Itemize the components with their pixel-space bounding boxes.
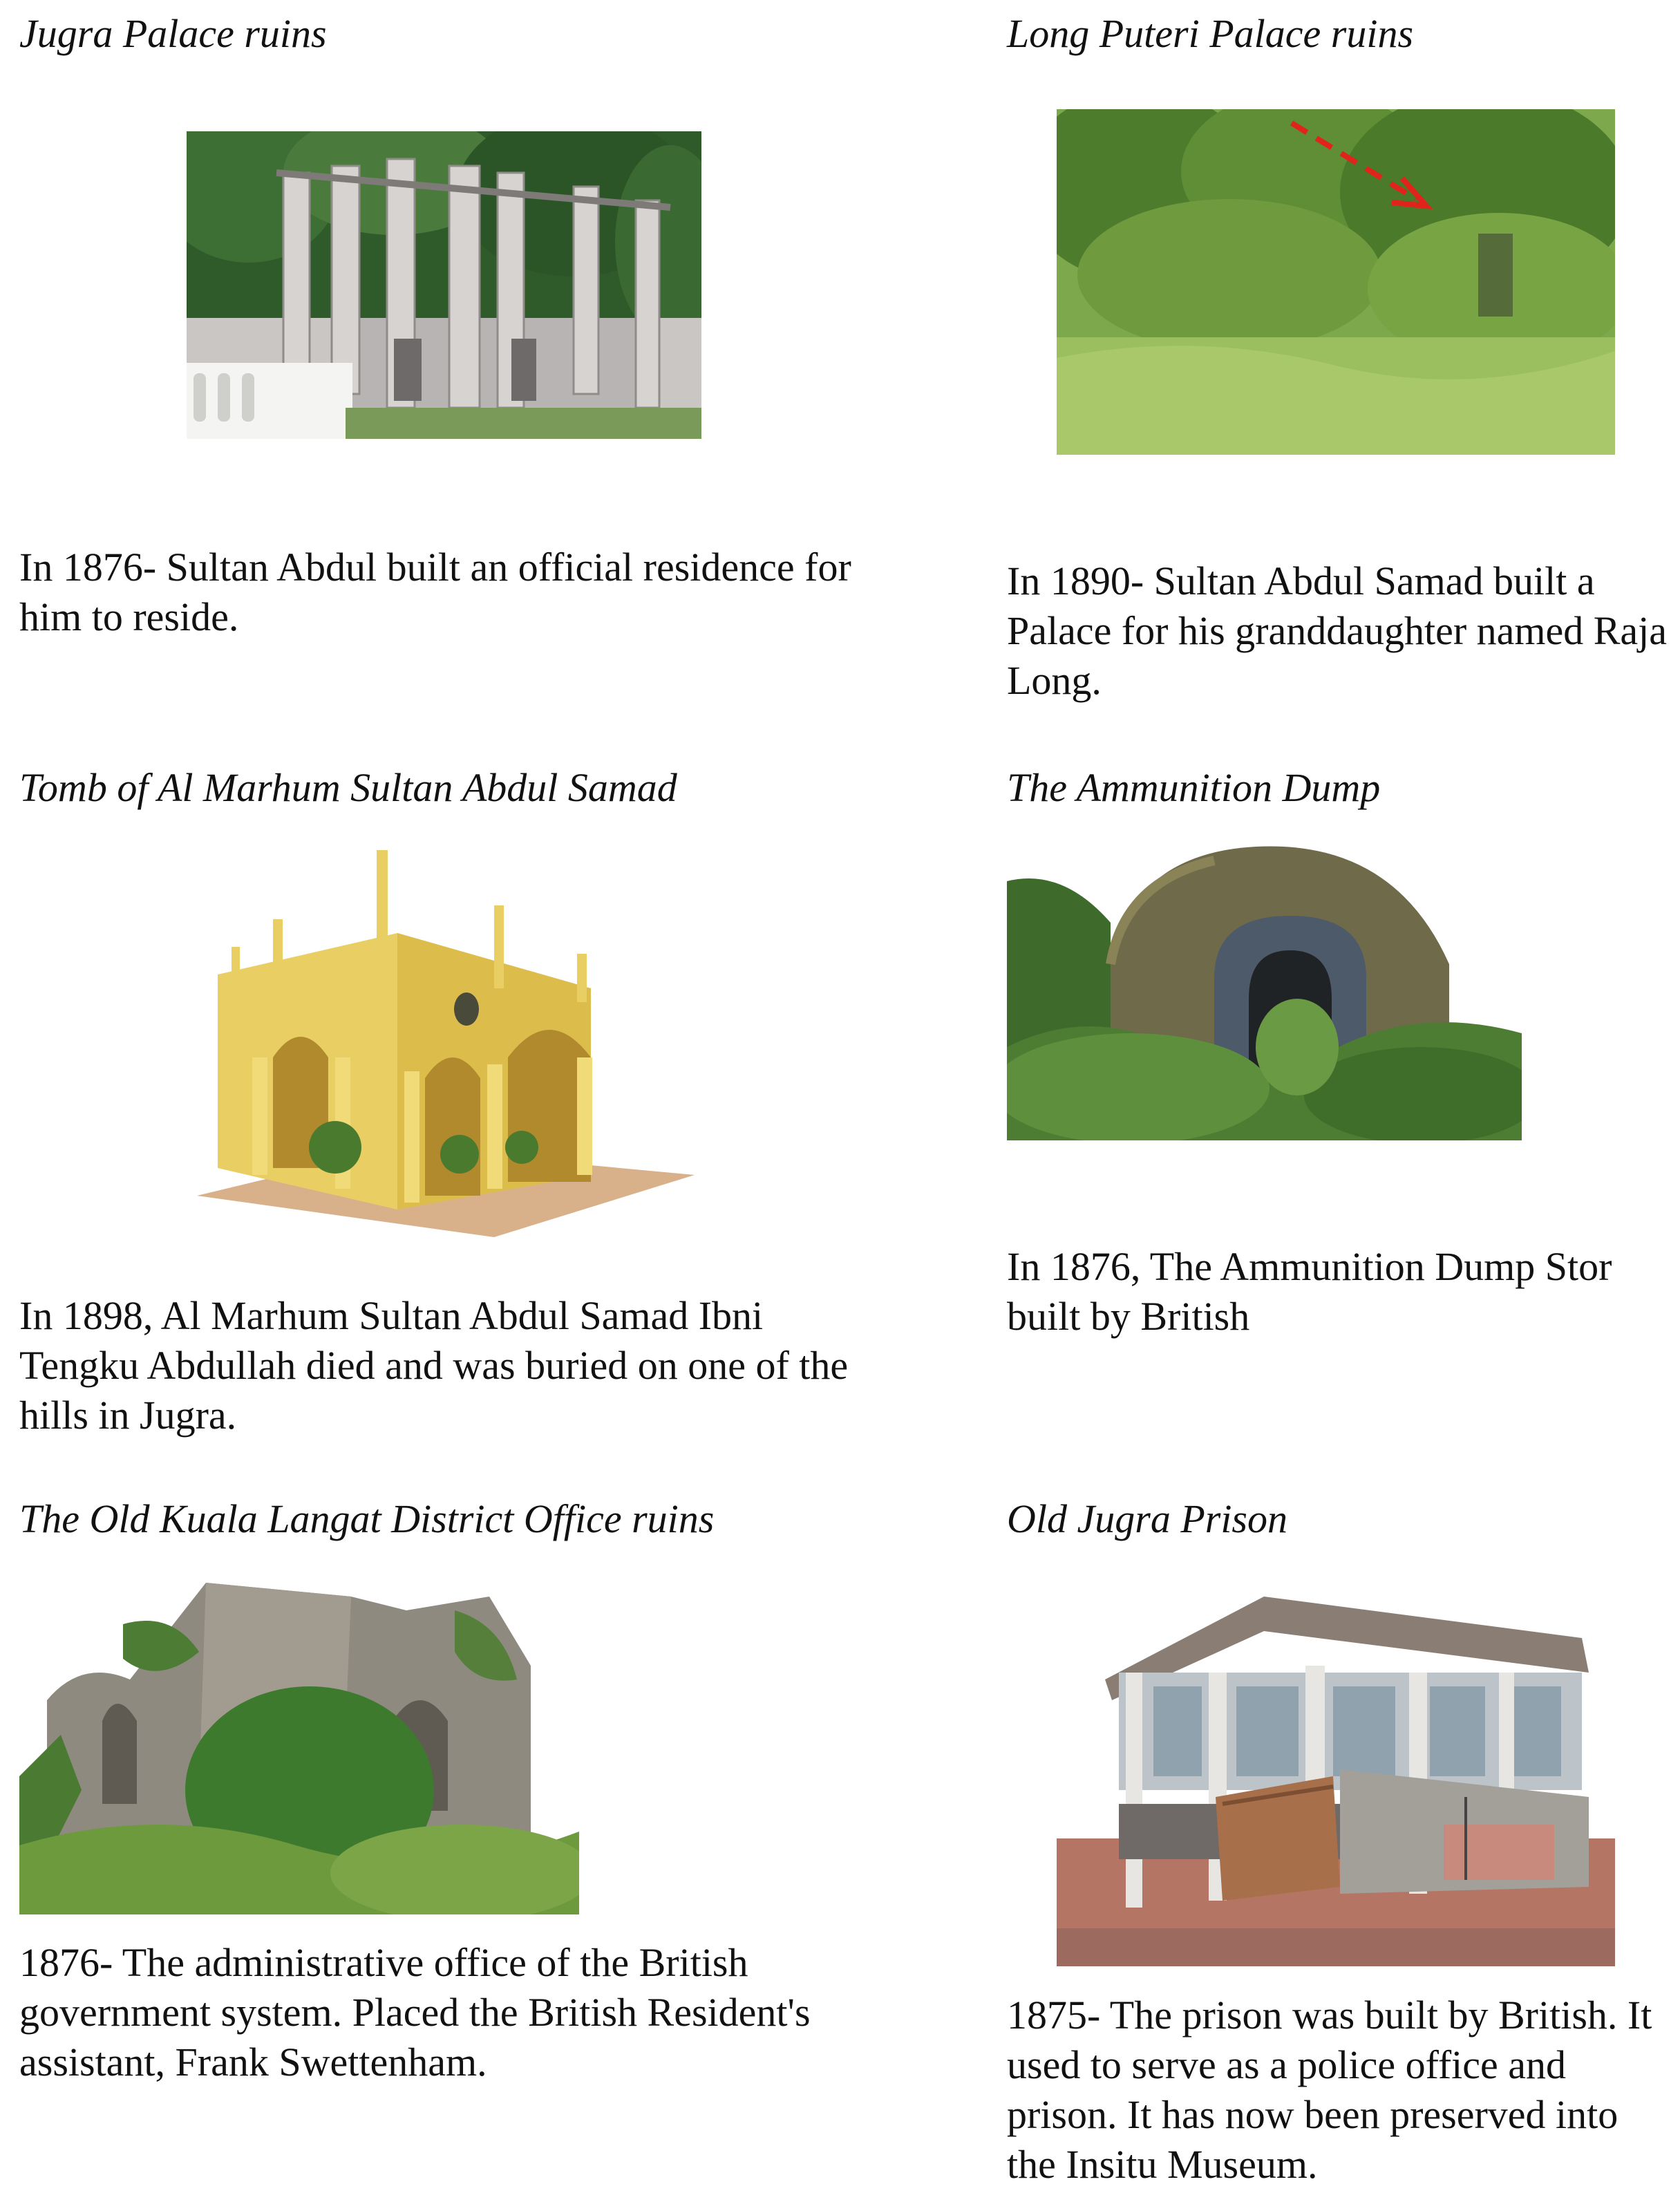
palace-ruins-photo xyxy=(187,131,701,439)
site-description-tomb: In 1898, Al Marhum Sultan Abdul Samad Ibni Tengku Abdullah died and was buried on one of the hills in Jugra. xyxy=(19,1293,849,1438)
overgrown-ruins-photo xyxy=(1057,109,1615,455)
yellow-tomb-photo xyxy=(190,850,695,1237)
site-description-district-office: 1876- The administrative office of the British government system. Placed the British Resident's assistant, Frank Swettenham. xyxy=(19,1940,811,2084)
site-description-jugra-prison: 1875- The prison was built by British. It used to serve as a police office and prison. It has now been preserved into the Insitu Museum. xyxy=(1007,1993,1652,2187)
site-title-ammunition-dump: The Ammunition Dump xyxy=(1007,765,1381,810)
site-title-jugra-prison: Old Jugra Prison xyxy=(1007,1496,1287,1541)
site-description-ammunition-dump: In 1876, The Ammunition Dump Stor built by British xyxy=(1007,1244,1612,1339)
site-title-district-office: The Old Kuala Langat District Office ruins xyxy=(19,1496,715,1541)
prison-building-photo xyxy=(1057,1597,1615,1966)
district-office-ruins-photo xyxy=(19,1583,579,1914)
site-description-jugra-palace: In 1876- Sultan Abdul built an official residence for him to reside. xyxy=(19,545,851,639)
site-title-tomb: Tomb of Al Marhum Sultan Abdul Samad xyxy=(19,765,677,810)
ammunition-dump-photo xyxy=(1007,840,1522,1140)
site-title-long-puteri-palace: Long Puteri Palace ruins xyxy=(1007,11,1414,56)
site-title-jugra-palace: Jugra Palace ruins xyxy=(19,11,327,56)
site-description-long-puteri-palace: In 1890- Sultan Abdul Samad built a Palace for his granddaughter named Raja Long. xyxy=(1007,558,1668,703)
